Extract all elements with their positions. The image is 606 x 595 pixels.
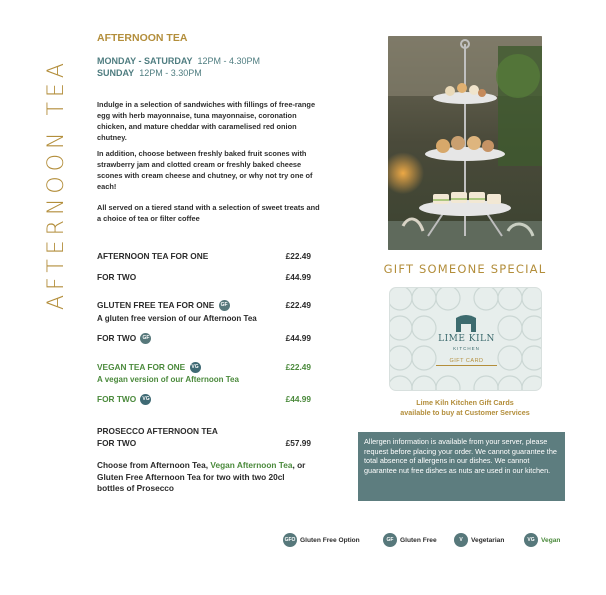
legend-gluten-free [383,533,437,547]
afternoon-tea-photo [388,36,542,250]
gift-title: GIFT SOMEONE SPECIAL [383,262,547,276]
vegan-badge-icon: VG [190,362,201,373]
item-name: AFTERNOON TEA FOR ONE [97,251,209,261]
description-paragraph: Indulge in a selection of sandwiches with fillings of free-range egg with herb mayonnaise, tuna mayonnaise, coronation chicken, and mature cheddar with caramelised red onion chutney. [97,100,316,142]
hours-weekdays [97,56,260,66]
choose-text: , or Gluten Free Afternoon Tea for two with two 20cl bottles of Prosecco [97,460,306,493]
gift-card-brand: LIME KILN [438,334,495,344]
legend-label: Vegan [541,536,561,544]
vegan-description: A vegan version of our Afternoon Tea [97,375,239,384]
description-paragraph: In addition, choose between freshly baked fruit scones with strawberry jam and clotted cream or freshly baked cheese scones with cream cheese and chutney, or why not try one of each! [97,149,313,191]
gf-icon: GF [383,533,397,547]
gluten-free-description: A gluten free version of our Afternoon Tea [97,314,257,323]
vertical-title: AFTERNOON TEA [44,58,69,310]
item-price: £57.99 [285,438,311,448]
choose-text-vegan: Vegan Afternoon Tea [210,460,293,470]
gluten-free-badge-icon: GF [219,300,230,311]
item-name: FOR TWO [97,272,137,282]
v-icon: V [454,533,468,547]
item-name: GLUTEN FREE TEA FOR ONE [97,300,215,310]
legend-vegetarian [454,533,504,547]
item-price: £22.49 [285,300,311,310]
choose-text: Choose from Afternoon Tea, [97,460,211,470]
hours-sunday [97,68,202,78]
vg-icon: VG [524,533,538,547]
item-name: VEGAN TEA FOR ONE [97,362,186,372]
menu-item-vegan-two [97,394,311,405]
gfo-icon: GFO [283,533,297,547]
menu-item-gluten-free-one [97,300,311,311]
item-price: £44.99 [285,394,311,404]
allergen-notice [358,432,565,501]
menu-item-afternoon-tea-two [97,272,311,282]
gift-caption-line1: Lime Kiln Kitchen Gift Cards [416,398,514,407]
hours-time: 12PM - 4.30PM [197,56,261,66]
item-price: £44.99 [285,333,311,343]
hours-time: 12PM - 3.30PM [139,68,202,78]
section-title: AFTERNOON TEA [97,32,188,44]
prosecco-description [97,460,312,495]
gift-caption-line2: available to buy at Customer Services [400,408,530,417]
description-paragraph: All served on a tiered stand with a selection of sweet treats and a choice of tea or filter coffee [97,203,320,223]
menu-item-afternoon-tea-one [97,251,311,261]
menu-item-gluten-free-two [97,333,311,344]
allergen-text: Allergen information is available from your server, please request before placing your order. We cannot guarantee the total absence of allergens in our dishes. We cannot guarantee nut free dishes as nuts are used in our kitchen. [364,437,557,475]
item-name: FOR TWO [97,333,137,343]
legend-vegan [524,533,560,547]
legend-label: Vegetarian [471,536,505,544]
legend-label: Gluten Free [400,536,437,544]
gluten-free-badge-icon: GF [140,333,151,344]
item-name: PROSECCO AFTERNOON TEA [97,426,218,436]
item-price: £44.99 [285,272,311,282]
item-price: £22.49 [285,251,311,261]
gift-card-image [389,287,542,391]
menu-item-prosecco [97,426,311,448]
item-price: £22.49 [285,362,311,372]
gift-card-label: GIFT CARD [436,358,497,366]
vegan-badge-icon: VG [140,394,151,405]
gift-card-sub: KITCHEN [453,346,480,351]
legend-label: Gluten Free Option [300,536,360,544]
item-name-line2: FOR TWO [97,438,137,448]
legend-gluten-free-option [283,533,360,547]
hours-days: SUNDAY [97,68,135,78]
menu-item-vegan-one [97,362,311,373]
hours-days: MONDAY - SATURDAY [97,56,193,66]
item-name: FOR TWO [97,394,137,404]
